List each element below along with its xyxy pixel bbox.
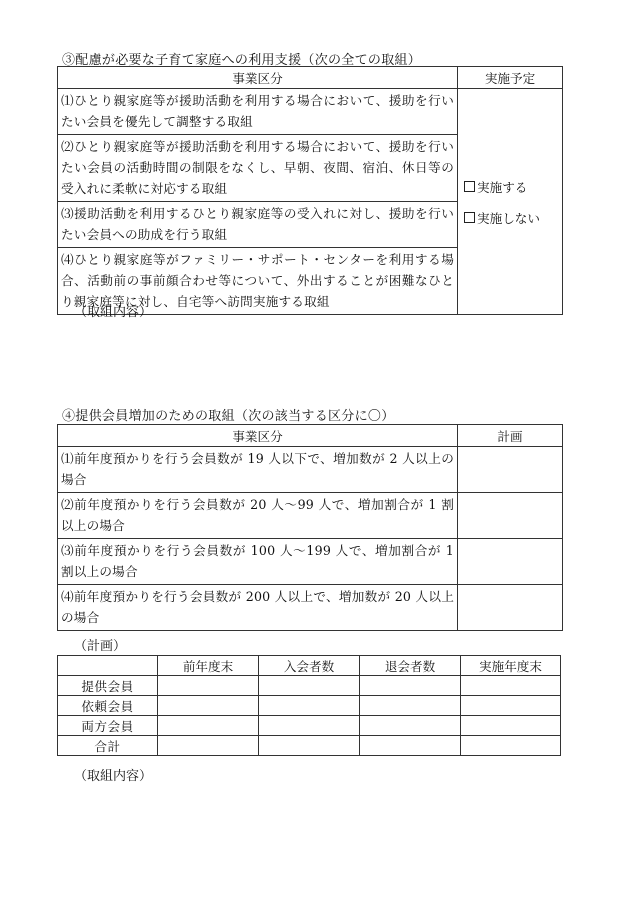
plan-cell-4[interactable] — [458, 585, 563, 631]
plan-input-cell[interactable] — [461, 676, 561, 696]
col-plan-header: 計画 — [458, 425, 563, 447]
status-options-cell — [458, 89, 563, 315]
section4-heading: ④提供会員増加のための取組（次の該当する区分に〇） — [62, 409, 395, 424]
plan-input-cell[interactable] — [259, 676, 360, 696]
plan-input-cell[interactable] — [360, 696, 461, 716]
plan-input-cell[interactable] — [158, 736, 259, 756]
section3-note: （取組内容） — [74, 305, 153, 320]
option-implement-label: 実施する — [477, 179, 528, 195]
plan-header-left: 退会者数 — [360, 656, 461, 676]
section4-table — [57, 424, 563, 631]
plan-input-cell[interactable] — [360, 736, 461, 756]
section4-note: （取組内容） — [74, 769, 153, 784]
section3-item-3: ⑶援助活動を利用するひとり親家庭等の受入れに対し、援助を行いたい会員への助成を行う取組 — [58, 202, 458, 248]
col-status-header: 実施予定 — [458, 67, 563, 89]
plan-table — [57, 655, 561, 756]
section3-item-1: ⑴ひとり親家庭等が援助活動を利用する場合において、援助を行いたい会員を優先して調整する取組 — [58, 89, 458, 135]
plan-input-cell[interactable] — [259, 696, 360, 716]
plan-input-cell[interactable] — [259, 716, 360, 736]
plan-input-cell[interactable] — [158, 716, 259, 736]
plan-label: （計画） — [74, 639, 127, 654]
section4-item-2: ⑵前年度預かりを行う会員数が 20 人～99 人で、増加割合が 1 割以上の場合 — [58, 493, 458, 539]
plan-input-cell[interactable] — [360, 676, 461, 696]
plan-header-impl-year-end: 実施年度末 — [461, 656, 561, 676]
plan-row-label: 提供会員 — [58, 676, 158, 696]
plan-input-cell[interactable] — [360, 716, 461, 736]
plan-input-cell[interactable] — [461, 716, 561, 736]
section3-item-4: ⑷ひとり親家庭等がファミリー・サポート・センターを利用する場合、活動前の事前顔合わせ等について、外出することが困難なひとり親家庭等に対し、自宅等へ訪問実施する取組 — [58, 248, 458, 315]
checkbox-not-implement[interactable] — [464, 212, 475, 223]
plan-cell-3[interactable] — [458, 539, 563, 585]
plan-input-cell[interactable] — [158, 696, 259, 716]
checkbox-implement[interactable] — [464, 181, 475, 192]
col-category-header: 事業区分 — [58, 67, 458, 89]
option-not-implement-label: 実施しない — [477, 210, 540, 226]
plan-input-cell[interactable] — [158, 676, 259, 696]
plan-row-label: 合計 — [58, 736, 158, 756]
section3-heading: ③配慮が必要な子育て家庭への利用支援（次の全ての取組） — [62, 53, 422, 68]
option-implement[interactable] — [464, 176, 562, 197]
plan-row-label: 依頼会員 — [58, 696, 158, 716]
plan-cell-1[interactable] — [458, 447, 563, 493]
col-category-header: 事業区分 — [58, 425, 458, 447]
section3-item-2: ⑵ひとり親家庭等が援助活動を利用する場合において、援助を行いたい会員の活動時間の制限をなくし、早朝、夜間、宿泊、休日等の受入れに柔軟に対応する取組 — [58, 135, 458, 202]
plan-input-cell[interactable] — [259, 736, 360, 756]
plan-cell-2[interactable] — [458, 493, 563, 539]
section3-table — [57, 66, 563, 315]
plan-row-label: 両方会員 — [58, 716, 158, 736]
plan-header-prev-year-end: 前年度末 — [158, 656, 259, 676]
plan-header-joined: 入会者数 — [259, 656, 360, 676]
section4-item-1: ⑴前年度預かりを行う会員数が 19 人以下で、増加数が 2 人以上の場合 — [58, 447, 458, 493]
plan-header-blank — [58, 656, 158, 676]
plan-input-cell[interactable] — [461, 696, 561, 716]
option-not-implement[interactable] — [464, 207, 562, 228]
section4-item-4: ⑷前年度預かりを行う会員数が 200 人以上で、増加数が 20 人以上の場合 — [58, 585, 458, 631]
section4-item-3: ⑶前年度預かりを行う会員数が 100 人～199 人で、増加割合が 1 割以上の場合 — [58, 539, 458, 585]
plan-input-cell[interactable] — [461, 736, 561, 756]
